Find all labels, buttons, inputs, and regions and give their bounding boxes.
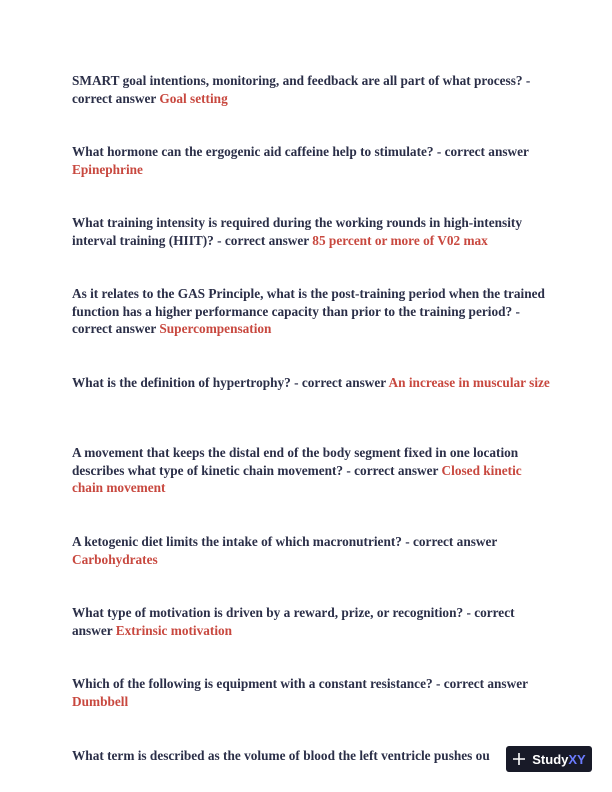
answer-text: Epinephrine (72, 161, 143, 177)
answer-text: An increase in muscular size (388, 375, 550, 390)
question-text: SMART goal intentions, monitoring, and feedback are all part of what process? - correct answer (72, 73, 531, 106)
studyxy-badge[interactable] (506, 746, 592, 772)
question-text: What hormone can the ergogenic aid caffeine help to stimulate? - correct answer (72, 144, 529, 159)
answer-text: 85 percent or more of V02 max (312, 232, 488, 248)
question-text: What type of motivation is driven by a reward, prize, or recognition? - correct answer (72, 605, 515, 638)
qa-item-truncated (72, 747, 517, 765)
answer-text: Extrinsic motivation (115, 622, 233, 638)
qa-item (72, 72, 550, 107)
qa-item (72, 675, 550, 710)
answer-text: Goal setting (159, 90, 228, 106)
answer-text: Dumbbell (72, 693, 129, 709)
plus-icon (512, 752, 526, 766)
answer-text: Supercompensation (159, 321, 272, 337)
answer-text: Carbohydrates (72, 551, 158, 567)
qa-item (72, 444, 550, 497)
qa-item (72, 214, 550, 249)
qa-item (72, 604, 550, 639)
answer-text: Closed kinetic chain movement (72, 462, 522, 496)
question-text: A movement that keeps the distal end of the body segment fixed in one location describes what type of kinetic chain movement? - correct answer (72, 445, 519, 478)
question-text: What training intensity is required during the working rounds in high-intensity interval training (HIIT)? - correct answer (72, 215, 522, 248)
brand-accent: XY (568, 751, 586, 767)
qa-item (72, 285, 550, 338)
question-text: What is the definition of hypertrophy? - correct answer (72, 375, 389, 390)
qa-item (72, 374, 550, 392)
question-text: What term is described as the volume of blood the left ventricle pushes ou (72, 748, 490, 763)
qa-item (72, 143, 550, 178)
question-text: A ketogenic diet limits the intake of which macronutrient? - correct answer (72, 534, 498, 549)
qa-item (72, 533, 550, 568)
question-text: As it relates to the GAS Principle, what is the post-training period when the trained function has a higher performance capacity than prior to the training period? - correct answer (72, 286, 545, 337)
brand-name: Study (532, 751, 569, 767)
question-text: Which of the following is equipment with a constant resistance? - correct answer (72, 676, 528, 691)
